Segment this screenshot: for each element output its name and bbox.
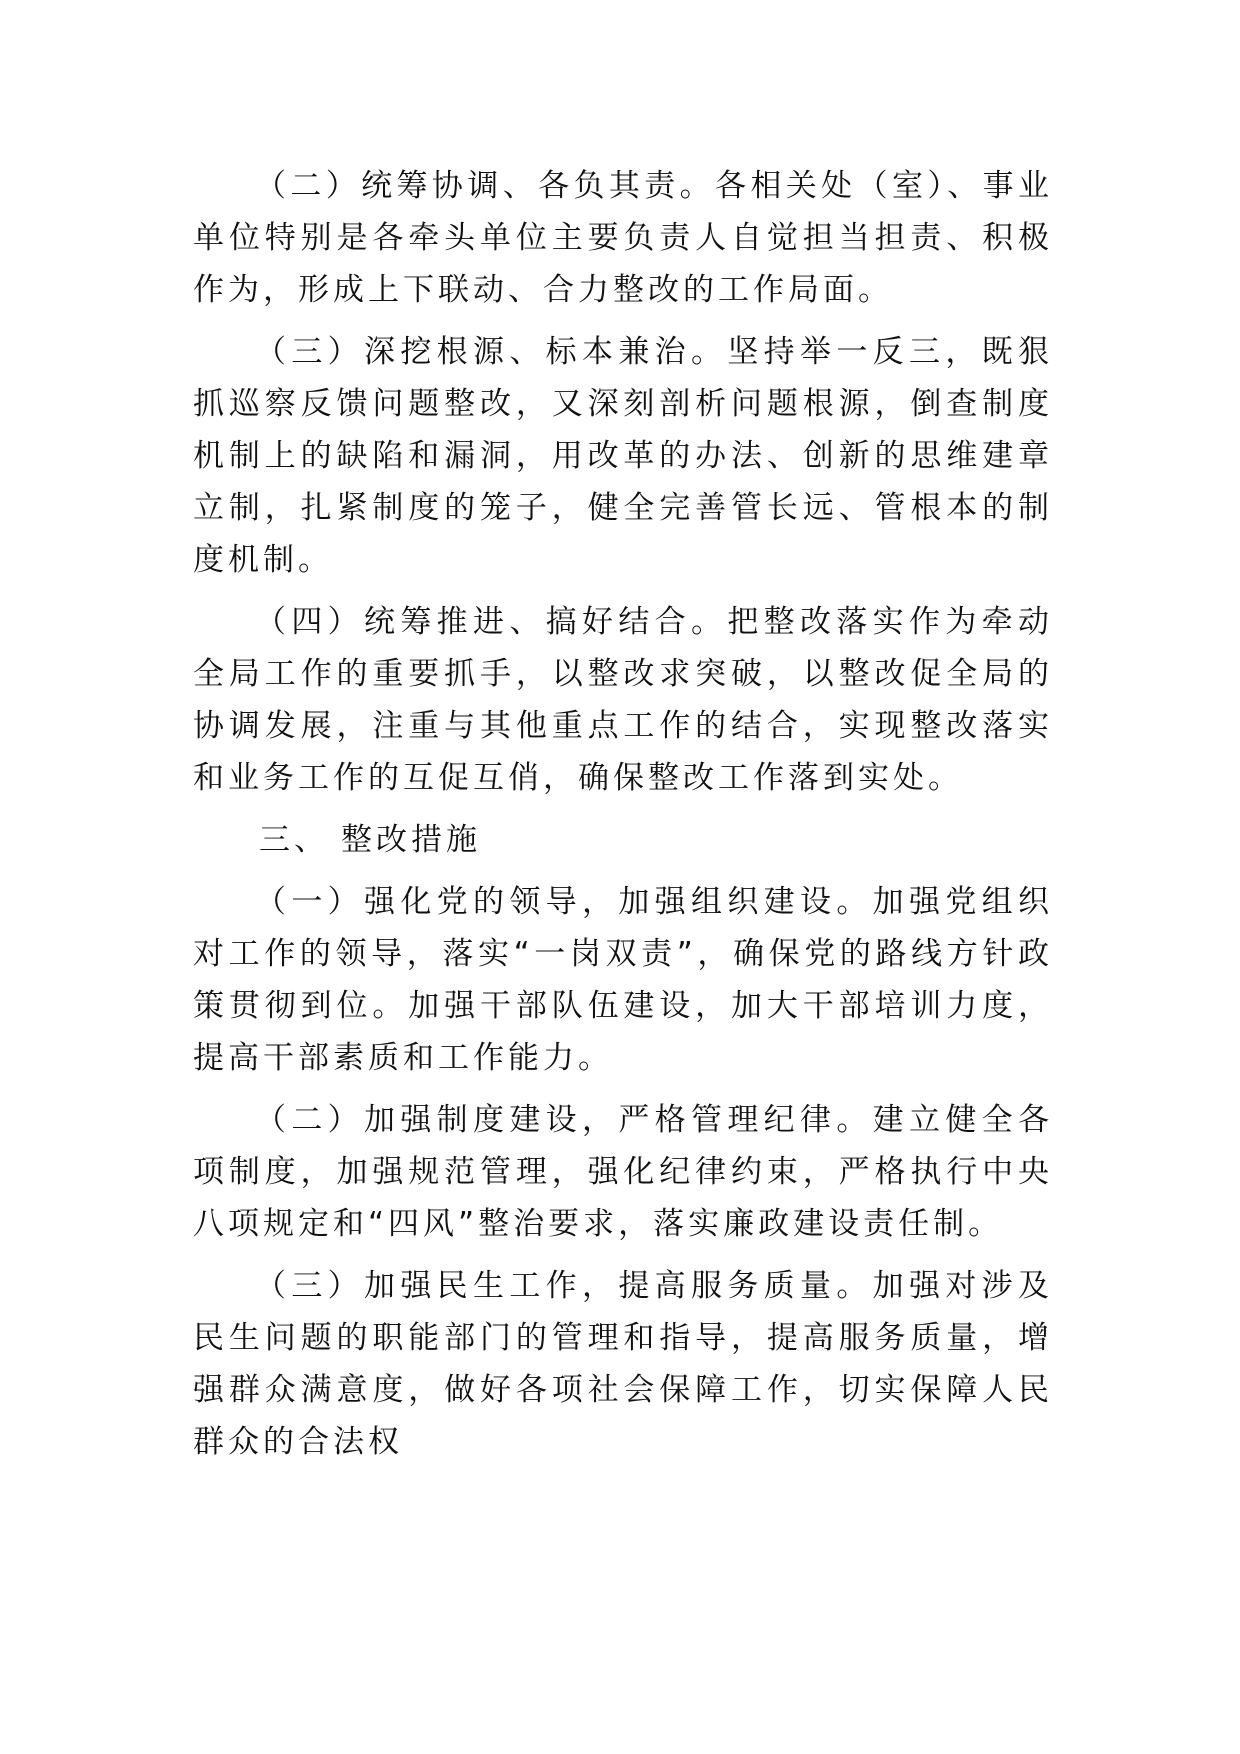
paragraph-measure-2: （二）加强制度建设，严格管理纪律。建立健全各项制度，加强规范管理，强化纪律约束，严格执行中央八项规定和“四风”整治要求，落实廉政建设责任制。 xyxy=(193,1102,1053,1242)
paragraph-principle-2: （二）统筹协调、各负其责。各相关处（室）、事业单位特别是各牵头单位主要负责人自觉担当担责、积极作为，形成上下联动、合力整改的工作局面。 xyxy=(193,168,1053,308)
section-heading-number: 三、 xyxy=(259,822,329,858)
section-heading-title: 整改措施 xyxy=(341,822,481,858)
paragraph-measure-3: （三）加强民生工作，提高服务质量。加强对涉及民生问题的职能部门的管理和指导，提高服务质量，增强群众满意度，做好各项社会保障工作，切实保障人民群众的合法权 xyxy=(193,1268,1053,1460)
paragraph-measure-1: （一）强化党的领导，加强组织建设。加强党组织对工作的领导，落实“一岗双责”，确保党的路线方针政策贯彻到位。加强干部队伍建设，加大干部培训力度，提高干部素质和工作能力。 xyxy=(193,884,1053,1076)
paragraph-principle-3: （三）深挖根源、标本兼治。坚持举一反三，既狠抓巡察反馈问题整改，又深刻剖析问题根源，倒查制度机制上的缺陷和漏洞，用改革的办法、创新的思维建章立制，扎紧制度的笼子，健全完善管长远、管根本的制度机制。 xyxy=(193,334,1053,578)
paragraph-principle-4: （四）统筹推进、搞好结合。把整改落实作为牵动全局工作的重要抓手，以整改求突破，以整改促全局的协调发展，注重与其他重点工作的结合，实现整改落实和业务工作的互促互俏，确保整改工作落到实处。 xyxy=(193,604,1053,796)
document-body xyxy=(193,160,1053,1478)
section-heading xyxy=(193,814,1053,866)
